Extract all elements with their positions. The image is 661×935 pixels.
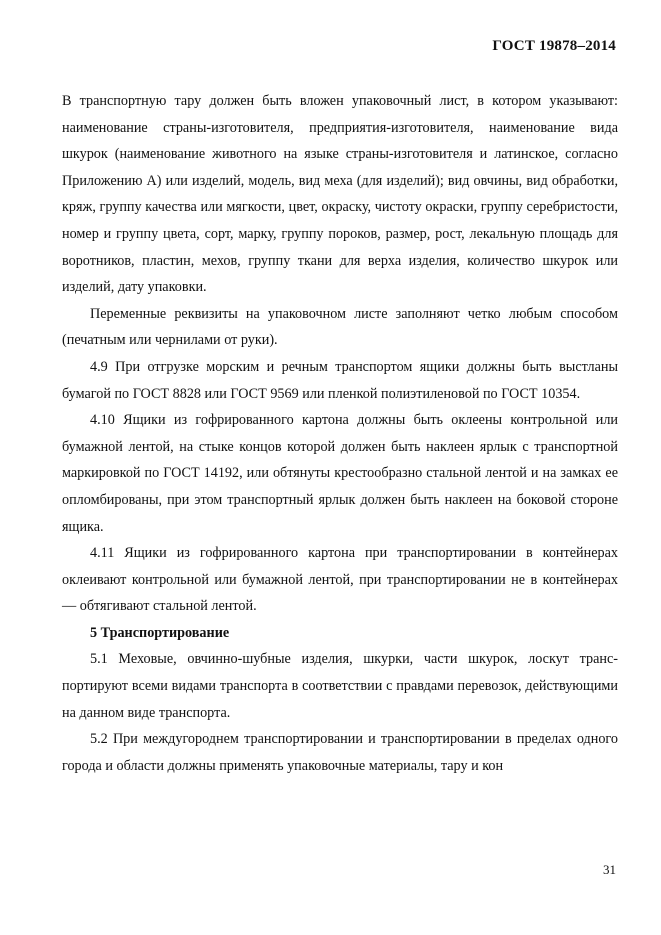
paragraph-packing-list: В транспортную тару должен быть вложен упаковочный лист, в котором указывают: наименование страны-изготовителя, предприятия-изготовителя, наименование вида шкурок (наименование животного на языке страны-изготовителя и латинское, согласно Приложению А) или изделий, модель, вид меха (для изделий); вид овчины, вид обработки, кряж, группу качества или мягкости, цвет, окраску, чистоту окраски, группу серебристости, номер и группу цвета, сорт, марку, группу пороков, размер, рост, лекальную площадь для воротников, пластин, мехов, группу ткани для верха изделия, количество шкурок или изделий, дату упаковки. [62,93,618,296]
paragraph-4-11: 4.11 Ящики из гофрированного картона при транспортировании в контейнерах оклеивают контрольной или бумажной лентой, при транспортировании не в контейнерах — обтягивают стальной лентой. [62,545,618,615]
paragraph-4-10: 4.10 Ящики из гофрированного картона должны быть оклеены контрольной или бумажной лентой, на стыке концов которой должен быть наклеен ярлык с транспортной маркировкой по ГОСТ 14192, или обтянуты крестообразно стальной лентой и на замках ее опломбированы, при этом транспортный ярлык должен быть наклеен на боковой стороне ящика. [62,412,618,535]
paragraph-5-1: 5.1 Меховые, овчинно-шубные изделия, шкурки, части шкурок, лоскут транспортируют всеми видами транспорта в соответствии с правдами перевозок, действующими на данном виде транспорта. [62,651,618,721]
standard-header: ГОСТ 19878–2014 [492,38,616,54]
paragraph-5-2: 5.2 При междугороднем транспортировании и транспортировании в пределах одного города и области должны применять упаковочные материалы, тару и кон [62,731,618,774]
paragraph-variable-details: Переменные реквизиты на упаковочном листе заполняют четко любым способом (печатным или чернилами от руки). [62,305,618,349]
page-number: 31 [603,862,616,877]
document-body [62,88,618,779]
section-title-transport: 5 Транспортирование [90,624,230,641]
paragraph-4-9: 4.9 При отгрузке морским и речным транспортом ящики должны быть выстланы бумагой по ГОСТ 8828 или ГОСТ 9569 или пленкой полиэтиленовой по ГОСТ 10354. [62,358,618,402]
